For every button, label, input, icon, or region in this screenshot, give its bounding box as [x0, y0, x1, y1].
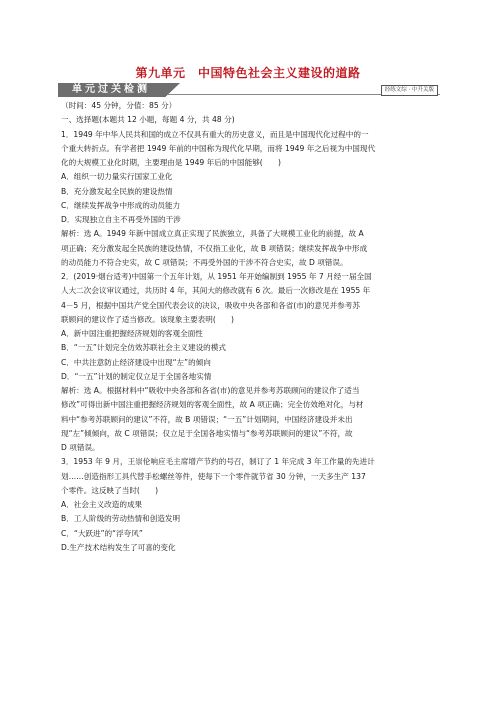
text-line: 料中“参考苏联顾问的建议”不符，故 B 项错误；“一五”计划期间，中国经济建设并未出	[61, 414, 353, 424]
text-line: 一、选择题(本题共 12 小题，每题 4 分，共 48 分)	[61, 115, 235, 125]
text-line: （时间：45 分钟，分值：85 分）	[61, 101, 177, 110]
text-line: A．新中国注重把握经济规划的客观全面性	[61, 329, 203, 338]
text-line: 个零件。这反映了当时( )	[61, 485, 159, 495]
text-line: D.生产技术结构发生了可喜的变化	[61, 542, 176, 552]
banner-label: 单元过关检测	[72, 84, 150, 95]
text-line: 联顾问的建议作了适当修改。该现象主要表明( )	[61, 314, 234, 324]
text-line: 划……创造指形工具代替手松螺丝等件，使每下一个零件就节省 30 分钟，一天多生产 137	[61, 471, 366, 481]
text-line: C．“大跃进”的“浮夸风”	[61, 528, 143, 538]
text-line: A．社会主义改造的成果	[61, 500, 143, 509]
text-line: 2．(2019·烟台适考)中国第一个五年计划，从 1951 年开始编制到 1955 年 7 月经一届全国	[61, 272, 372, 281]
text-line: 项正确；充分激发起全民族的建设热情，不仅指工业化，故 B 项错误；继续发挥战争中形成	[61, 243, 368, 253]
text-line: 4－5 月，根据中国共产党全国代表会议的决议，吸收中央各部和各省(市)的意见并参考苏	[61, 300, 360, 310]
page-title: 第九单元 中国特色社会主义建设的道路	[135, 66, 361, 80]
text-line: 解析：选 A。根据材料中“吸收中央各部和各省(市)的意见并参考苏联顾问的建议作了适当	[61, 386, 360, 395]
text-line: D．实现独立自主不再受外国的干涉	[61, 215, 181, 224]
text-line: 修改”可得出新中国注重把握经济规划的客观全面性，故 A 项正确；完全仿效绝对化，与材	[61, 400, 364, 410]
text-line: B．充分激发起全民族的建设热情	[61, 186, 173, 196]
text-line: 个重大转折点。有学者把 1949 年前的中国称为现代化早期，而将 1949 年之后视为中国现代	[61, 143, 376, 153]
section-banner	[58, 83, 440, 97]
text-line: 3．1953 年 9 月，王崇伦响应毛主席增产节约的号召，制订了 1 年完成 3 年工作量的先进计	[61, 457, 375, 467]
text-line: D 项错误。	[61, 443, 100, 452]
text-line: 解析：选 A。1949 年新中国成立真正实现了民族独立，具备了大规模工业化的前提，故 A	[61, 229, 364, 239]
document-body	[61, 99, 437, 555]
text-line: 化的大规模工业化时期，主要理由是 1949 年后的中国能够( )	[61, 158, 281, 167]
text-line: C．继续发挥战争中形成的动员能力	[61, 200, 181, 210]
text-line: B．工人阶级的劳动热情和创造发明	[61, 514, 181, 524]
text-line: D．“一五”计划的制定仅立足于全国各地实情	[61, 371, 212, 381]
text-line: B．“一五”计划完全仿效苏联社会主义建设的模式	[61, 343, 226, 353]
text-line: C．中共注意防止经济建设中出现“左”的倾向	[61, 357, 211, 367]
text-line: A．组织一切力量实行国家工业化	[61, 172, 173, 182]
text-line: 人大二次会议审议通过，共历时 4 年，其间大的修改就有 6 次。最后一次修改是在 1955 年	[61, 286, 371, 296]
text-line: 现“左”倾倾向，故 C 项错误；仅立足于全国各地实情与“参考苏联顾问的建议”不符，故	[61, 428, 353, 438]
text-line: 的动员能力不符合史实，故 C 项错误；不再受外国的干涉不符合史实，故 D 项错误。	[61, 257, 348, 267]
text-line: 1．1949 年中华人民共和国的成立不仅具有重大的历史意义，而且是中国现代化过程中的一	[61, 129, 369, 139]
banner-tag: 经练文综 · 中升关版	[381, 85, 438, 96]
